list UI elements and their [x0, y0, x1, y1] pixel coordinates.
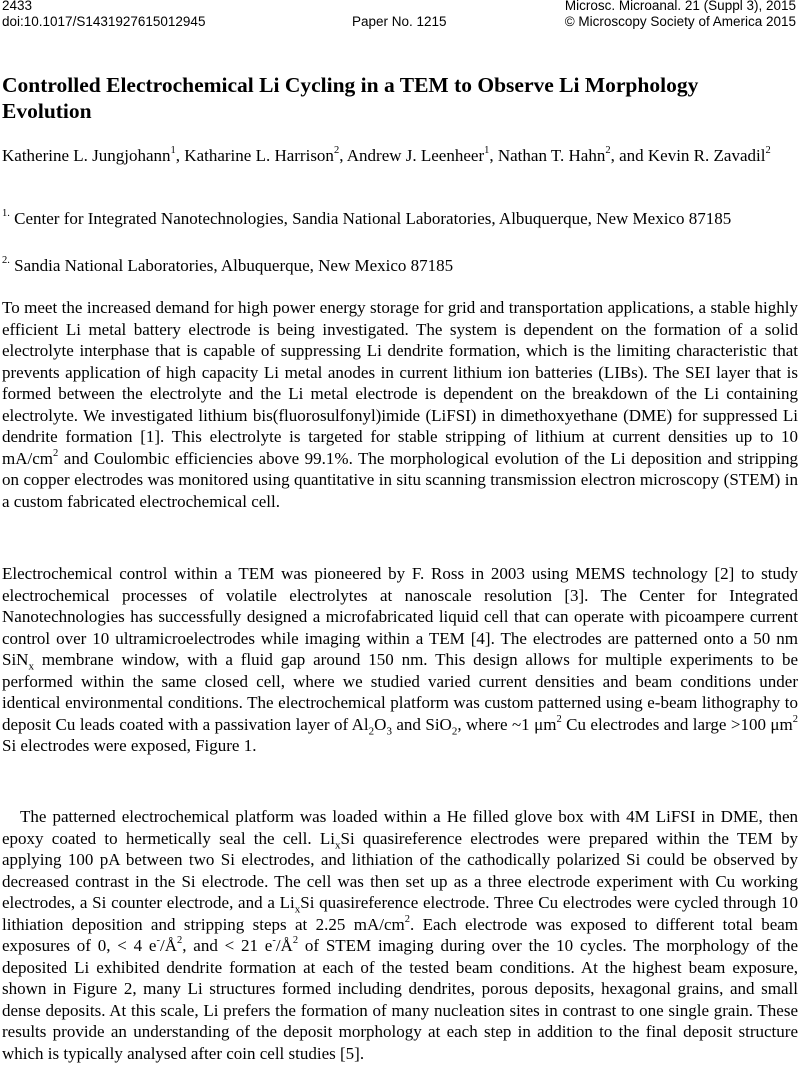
text-run: The patterned electrochemical platform was loaded within a He filled glove box with 4M LiFSI in DME, then epoxy coated to hermetically seal the cell. Li [2, 807, 798, 848]
text-run: and Coulombic efficiencies above 99.1%. The morphological evolution of the Li deposition and stripping on copper electrodes was monitored using quantitative in situ scanning transmission electron microscopy (STEM) in a custom fabricated electrochemical cell. [2, 448, 798, 511]
subscript: x [294, 903, 301, 916]
subscript: 2 [368, 724, 375, 737]
text-run: /Å [275, 936, 293, 955]
author-separator: , [339, 146, 347, 165]
affiliation-text: Center for Integrated Nanotechnologies, Sandia National Laboratories, Albuquerque, New Mexico 87185 [14, 209, 732, 228]
text-run: O [374, 714, 387, 734]
paper-number: Paper No. 1215 [352, 14, 447, 29]
author-affiliation-mark: 1 [484, 145, 490, 157]
copyright: © Microscopy Society of America 2015 [564, 14, 796, 29]
affiliation-1 [2, 208, 792, 229]
superscript: 2 [292, 935, 299, 947]
superscript: 2 [53, 447, 59, 459]
author-name: Katherine L. Jungjohann [2, 146, 171, 165]
affiliation-text: Sandia National Laboratories, Albuquerque, New Mexico 87185 [14, 256, 454, 275]
body-paragraph-2 [2, 563, 798, 757]
author-separator: , and [610, 146, 648, 165]
text-run: Si electrodes were exposed, Figure 1. [2, 736, 257, 755]
author-name: Nathan T. Hahn [497, 146, 606, 165]
author-name: Katharine L. Harrison [184, 146, 334, 165]
text-run: membrane window, with a fluid gap around 150 nm. This design allows for multiple experiments to be performed within the same closed cell, where we studied varied current densities and beam conditions under identical environmental conditions. The electrochemical platform was custom patterned using e-beam lithography to deposit Cu leads coated with a passivation layer of Al [2, 650, 798, 734]
text-run: Si quasireference electrode. Three Cu electrodes were cycled through 10 lithiation deposition and stripping steps at 2.25 mA/cm [2, 893, 798, 934]
text-run: Electrochemical control within a TEM was pioneered by F. Ross in 2003 using MEMS technology [2] to study electrochemical processes of volatile electrolytes at nanoscale resolution [3]. The Center for Integrated Nanotechnologies has successfully designed a microfabricated liquid cell that can operate with picoampere current control over 10 ultramicroelectrodes while imaging within a TEM [4]. The electrodes are patterned onto a 50 nm SiN [2, 564, 798, 669]
superscript: 2 [176, 935, 183, 947]
subscript: x [28, 660, 34, 673]
page-number: 2433 [2, 0, 33, 13]
affiliation-mark: 1. [2, 208, 10, 220]
author-affiliation-mark: 2 [765, 145, 771, 157]
text-run: /Å [159, 936, 177, 955]
affiliation-2 [2, 255, 792, 276]
text-run: To meet the increased demand for high power energy storage for grid and transportation applications, a stable highly efficient Li metal battery electrode is being investigated. The system is dependent on the formation of a solid electrolyte interphase that is capable of suppressing Li dendrite formation, which is the limiting characteristic that prevents application of high capacity Li metal anodes in current lithium ion batteries (LIBs). The SEI layer that is formed between the electrolyte and the Li metal electrode is dependent on the breakdown of the Li containing electrolyte. We investigated lithium bis(fluorosulfonyl)imide (LiFSI) in dimethoxyethane (DME) for suppressed Li dendrite formation [1]. This electrolyte is targeted for stable stripping of lithium at current densities up to 10 mA/cm [2, 298, 798, 468]
author-list [2, 145, 792, 166]
author-separator: , [489, 146, 498, 165]
doi[interactable]: doi:10.1017/S1431927615012945 [2, 14, 206, 29]
subscript: 2 [451, 724, 458, 737]
text-run: , and < 21 e [182, 936, 273, 955]
superscript: - [156, 935, 160, 947]
affiliation-mark: 2. [2, 255, 10, 267]
text-run: of STEM imaging during over the 10 cycles. The morphology of the deposited Li exhibited dendrite formation at each of the tested beam conditions. At the highest beam exposure, shown in Figure 2, many Li structures formed including dendrites, porous deposits, hexagonal grains, and small dense deposits. At this scale, Li prefers the formation of many nucleation sites in contrast to one single grain. These results provide an understanding of the deposit morphology at each step in addition to the final deposit structure which is typically analysed after coin cell studies [5]. [2, 936, 799, 1063]
author-name: Andrew J. Leenheer [346, 146, 485, 165]
subscript: 3 [386, 724, 392, 737]
author-name: Kevin R. Zavadil [647, 146, 766, 165]
superscript: 2 [792, 713, 798, 725]
superscript: 2 [404, 913, 410, 925]
author-separator: , [175, 146, 185, 165]
text-run: , where ~1 μm [457, 714, 557, 734]
text-run: Si quasireference electrodes were prepared within the TEM by applying 100 pA between two Si electrodes, and lithiation of the cathodically polarized Si could be observed by decreased contrast in the Si electrode. The cell was then set up as a three electrode experiment with Cu working electrodes, a Si counter electrode, and a Li [2, 828, 798, 912]
paper-title: Controlled Electrochemical Li Cycling in a TEM to Observe Li Morphology Evolution [2, 73, 699, 123]
body-paragraph-1 [2, 297, 798, 512]
text-run: . Each electrode was exposed to different total beam exposures of 0, < 4 e [2, 914, 799, 955]
journal-citation: Microsc. Microanal. 21 (Suppl 3), 2015 [564, 0, 796, 13]
body-paragraph-3 [2, 806, 798, 1064]
superscript: 2 [556, 713, 562, 725]
author-affiliation-mark: 2 [333, 145, 340, 157]
author-affiliation-mark: 1 [170, 145, 176, 157]
author-affiliation-mark: 2 [605, 145, 611, 157]
superscript: - [272, 935, 276, 947]
text-run: Cu electrodes and large >100 μm [561, 714, 793, 734]
text-run: and SiO [391, 714, 452, 734]
subscript: x [334, 838, 341, 851]
